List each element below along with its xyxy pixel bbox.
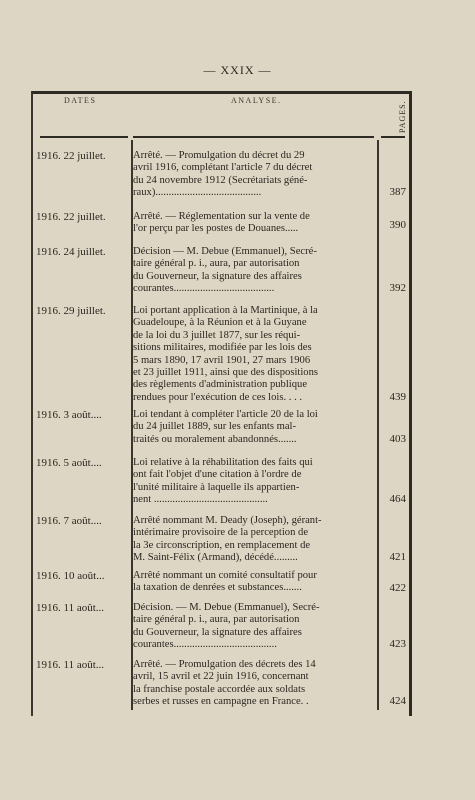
entry-page-number: 422 [389, 582, 406, 594]
analysis-line: la franchise postale accordée aux soldats [133, 683, 306, 695]
analysis-line: 5 mars 1890, 17 avril 1901, 27 mars 1906 [133, 354, 311, 366]
entry-analysis [133, 515, 376, 565]
analysis-line: Arrêté. — Promulgation des décrets des 14 [133, 659, 316, 670]
entry-analysis [133, 246, 376, 296]
analysis-line: du Gouverneur, la signature des affaires [133, 270, 302, 282]
analysis-line: traités ou moralement abandonnés....... [133, 433, 297, 445]
analysis-line: intérimaire provisoire de la perception de [133, 527, 309, 539]
entry-page-number: 392 [389, 282, 406, 294]
analysis-line: Arrêté nommant M. Deady (Joseph), gérant- [133, 515, 322, 526]
analysis-line: nent ........................................... [133, 494, 268, 506]
analysis-line: de la loi du 3 juillet 1877, sur les réqui- [133, 329, 301, 341]
analysis-line: rendues pour l'exécution de ces lois. . . . [133, 391, 303, 403]
analysis-line: la taxation de denrées et substances....... [133, 582, 302, 594]
analysis-line: sitions militaires, modifiée par les lois des [133, 342, 312, 354]
entry-analysis [133, 457, 376, 507]
entry-date: 1916. 5 août.... [36, 457, 102, 469]
analysis-line: taire général p. i., aura, par autorisation [133, 614, 300, 626]
entry-date: 1916. 22 juillet. [36, 150, 106, 162]
entry-analysis [133, 570, 376, 595]
entry-date: 1916. 7 août.... [36, 515, 102, 527]
analysis-line: avril, 15 avril et 22 juin 1916, concernant [133, 671, 309, 683]
analysis-line: Arrêté. — Promulgation du décret du 29 [133, 150, 305, 161]
entry-analysis [133, 409, 376, 446]
entry-page-number: 387 [389, 186, 406, 198]
analysis-line: et 23 juillet 1911, ainsi que des dispositions [133, 367, 318, 379]
analysis-line: Loi relative à la réhabilitation des faits qui [133, 457, 313, 468]
analysis-line: taire général p. i., aura, par autorisation [133, 258, 300, 270]
entry-page-number: 439 [389, 391, 406, 403]
analysis-line: M. Saint-Félix (Armand), décédé......... [133, 552, 298, 564]
analysis-line: Décision — M. Debue (Emmanuel), Secré- [133, 246, 317, 257]
analysis-line: Loi tendant à compléter l'article 20 de la loi [133, 409, 318, 420]
header-analysis: ANALYSE. [231, 96, 282, 105]
analysis-line: Décision. — M. Debue (Emmanuel), Secré- [133, 602, 320, 613]
entry-page-number: 424 [389, 695, 406, 707]
analysis-line: raux)........................................ [133, 187, 262, 199]
page-number: — XXIX — [203, 63, 272, 77]
column-divider-pages [377, 140, 379, 710]
entry-date: 1916. 11 août... [36, 602, 105, 614]
entry-date: 1916. 24 juillet. [36, 246, 106, 258]
header-pages: PAGES. [398, 100, 407, 133]
header-dates: DATES [64, 96, 97, 105]
header-rule-pages [381, 136, 405, 138]
analysis-line: ont fait l'objet d'une citation à l'ordre de [133, 469, 302, 481]
entry-page-number: 403 [389, 433, 406, 445]
analysis-line: serbes et russes en campagne en France. . [133, 696, 309, 708]
entry-date: 1916. 29 juillet. [36, 305, 106, 317]
entry-analysis [133, 150, 376, 200]
analysis-line: Arrêté nommant un comité consultatif pour [133, 570, 317, 581]
entry-page-number: 390 [389, 219, 406, 231]
analysis-line: des règlements d'administration publique [133, 379, 308, 391]
entry-date: 1916. 22 juillet. [36, 211, 106, 223]
entry-analysis [133, 305, 376, 404]
entry-analysis [133, 659, 376, 709]
entry-analysis [133, 602, 376, 652]
entry-date: 1916. 3 août.... [36, 409, 102, 421]
entry-page-number: 421 [389, 551, 406, 563]
entry-page-number: 423 [389, 638, 406, 650]
entry-date: 1916. 10 août... [36, 570, 105, 582]
header-rule-dates [40, 136, 128, 138]
analysis-line: courantes...................................... [133, 283, 275, 295]
entry-date: 1916. 11 août... [36, 659, 105, 671]
analysis-line: Loi portant application à la Martinique, à la [133, 305, 318, 316]
analysis-line: du Gouverneur, la signature des affaires [133, 626, 302, 638]
analysis-line: du 24 juillet 1889, sur les enfants mal- [133, 421, 296, 433]
analysis-line: Arrêté. — Réglementation sur la vente de [133, 211, 310, 222]
analysis-line: Guadeloupe, à la Réunion et à la Guyane [133, 317, 307, 329]
analysis-line: avril 1916, complétant l'article 7 du décret [133, 162, 313, 174]
analysis-line: du 24 novembre 1912 (Secrétariats géné- [133, 174, 308, 186]
entry-page-number: 464 [389, 493, 406, 505]
header-pages-wrap [386, 97, 407, 137]
analysis-line: l'unité militaire à laquelle ils appartien- [133, 481, 300, 493]
analysis-line: l'or perçu par les postes de Douanes..... [133, 223, 299, 235]
analysis-line: la 3e circonscription, en remplacement de [133, 539, 311, 551]
header-rule-analysis [133, 136, 374, 138]
entry-analysis [133, 211, 376, 236]
analysis-line: courantes....................................... [133, 639, 277, 651]
